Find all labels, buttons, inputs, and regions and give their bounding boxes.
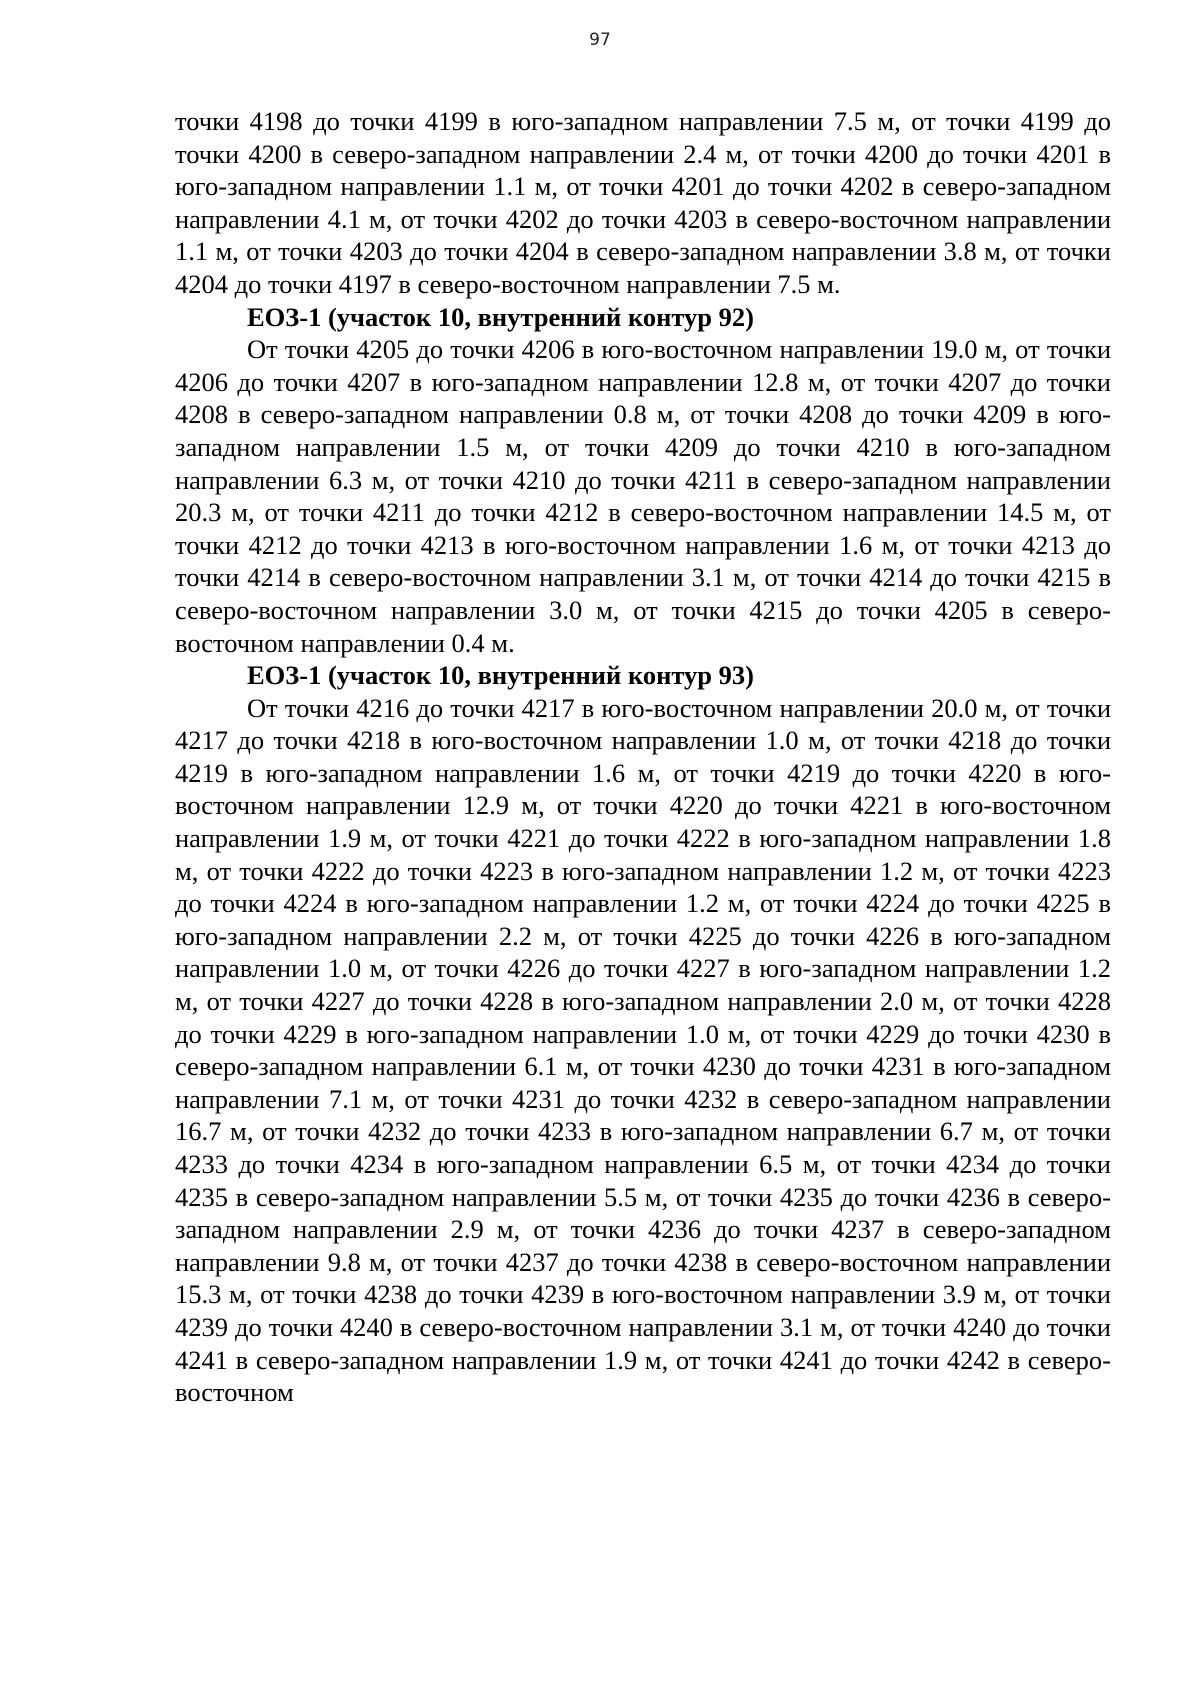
page-number: 97 [589, 30, 611, 50]
document-body [175, 105, 1111, 1409]
paragraph-continuation: точки 4198 до точки 4199 в юго-западном направлении 7.5 м, от точки 4199 до точки 4200 в северо-западном направлении 2.4 м, от точки 4200 до точки 4201 в юго-западном направлении 1.1 м, от точки 4201 до точки 4202 в северо-западном направлении 4.1 м, от точки 4202 до точки 4203 в северо-восточном направлении 1.1 м, от точки 4203 до точки 4204 в северо-западном направлении 3.8 м, от точки 4204 до точки 4197 в северо-восточном направлении 7.5 м. [175, 106, 1111, 299]
section-heading-contour-92: ЕОЗ-1 (участок 10, внутренний контур 92) [247, 301, 754, 332]
section-heading-contour-93: ЕОЗ-1 (участок 10, внутренний контур 93) [247, 660, 754, 691]
paragraph-contour-92: От точки 4205 до точки 4206 в юго-восточном направлении 19.0 м, от точки 4206 до точки 4207 в юго-западном направлении 12.8 м, от точки 4207 до точки 4208 в северо-западном направлении 0.8 м, от точки 4208 до точки 4209 в юго-западном направлении 1.5 м, от точки 4209 до точки 4210 в юго-западном направлении 6.3 м, от точки 4210 до точки 4211 в северо-западном направлении 20.3 м, от точки 4211 до точки 4212 в северо-восточном направлении 14.5 м, от точки 4212 до точки 4213 в юго-восточном направлении 1.6 м, от точки 4213 до точки 4214 в северо-восточном направлении 3.1 м, от точки 4214 до точки 4215 в северо-восточном направлении 3.0 м, от точки 4215 до точки 4205 в северо-восточном направлении 0.4 м. [175, 334, 1111, 658]
paragraph-contour-93: От точки 4216 до точки 4217 в юго-восточном направлении 20.0 м, от точки 4217 до точки 4218 в юго-восточном направлении 1.0 м, от точки 4218 до точки 4219 в юго-западном направлении 1.6 м, от точки 4219 до точки 4220 в юго-восточном направлении 12.9 м, от точки 4220 до точки 4221 в юго-восточном направлении 1.9 м, от точки 4221 до точки 4222 в юго-западном направлении 1.8 м, от точки 4222 до точки 4223 в юго-западном направлении 1.2 м, от точки 4223 до точки 4224 в юго-западном направлении 1.2 м, от точки 4224 до точки 4225 в юго-западном направлении 2.2 м, от точки 4225 до точки 4226 в юго-западном направлении 1.0 м, от точки 4226 до точки 4227 в юго-западном направлении 1.2 м, от точки 4227 до точки 4228 в юго-западном направлении 2.0 м, от точки 4228 до точки 4229 в юго-западном направлении 1.0 м, от точки 4229 до точки 4230 в северо-западном направлении 6.1 м, от точки 4230 до точки 4231 в юго-западном направлении 7.1 м, от точки 4231 до точки 4232 в северо-западном направлении 16.7 м, от точки 4232 до точки 4233 в юго-западном направлении 6.7 м, от точки 4233 до точки 4234 в юго-западном направлении 6.5 м, от точки 4234 до точки 4235 в северо-западном направлении 5.5 м, от точки 4235 до точки 4236 в северо-западном направлении 2.9 м, от точки 4236 до точки 4237 в северо-западном направлении 9.8 м, от точки 4237 до точки 4238 в северо-восточном направлении 15.3 м, от точки 4238 до точки 4239 в юго-восточном направлении 3.9 м, от точки 4239 до точки 4240 в северо-восточном направлении 3.1 м, от точки 4240 до точки 4241 в северо-западном направлении 1.9 м, от точки 4241 до точки 4242 в северо-восточном [175, 692, 1111, 1408]
